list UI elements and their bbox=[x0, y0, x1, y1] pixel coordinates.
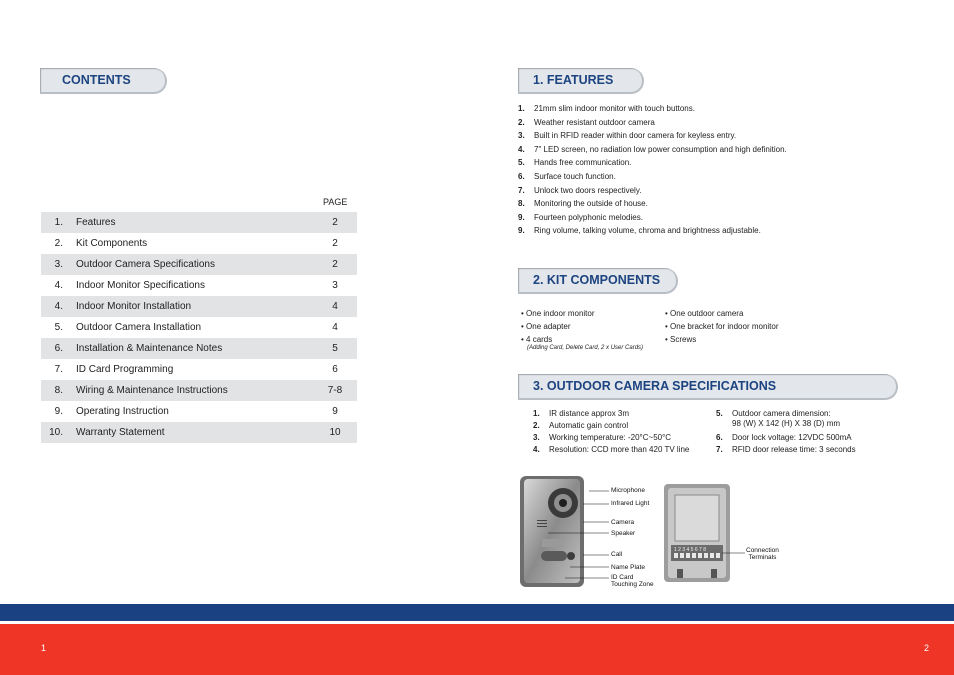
contents-number: 10. bbox=[41, 422, 76, 443]
kit-cards-note: (Adding Card, Delete Card, 2 x User Cards) bbox=[527, 345, 644, 351]
spec-item: 6. Door lock voltage: 12VDC 500mA bbox=[716, 433, 852, 442]
kit-item: • Screws bbox=[665, 335, 697, 344]
spec-item: 2. Automatic gain control bbox=[533, 421, 629, 430]
page-number-right: 2 bbox=[924, 643, 930, 653]
contents-page: 4 bbox=[313, 296, 357, 317]
contents-label: Warranty Statement bbox=[76, 422, 313, 443]
contents-label: Indoor Monitor Specifications bbox=[76, 280, 205, 291]
contents-number: 1. bbox=[41, 212, 76, 233]
contents-page: 2 bbox=[332, 238, 338, 249]
kit-title: 2. KIT COMPONENTS bbox=[533, 273, 661, 287]
contents-label: Outdoor Camera Specifications bbox=[76, 254, 313, 275]
spec-item: 5. Outdoor camera dimension: bbox=[716, 409, 831, 418]
feature-item: 7. Unlock two doors respectively. bbox=[518, 185, 642, 195]
callout-camera: Camera bbox=[611, 519, 635, 526]
callout-microphone: Microphone bbox=[611, 487, 645, 494]
contents-page: 5 bbox=[313, 338, 357, 359]
feature-item: 1. 21mm slim indoor monitor with touch buttons. bbox=[518, 104, 695, 113]
contents-label: Indoor Monitor Installation bbox=[76, 296, 313, 317]
feature-item: 9. Ring volume, talking volume, chroma and brightness adjustable. bbox=[518, 226, 761, 236]
footer-blue-band bbox=[0, 604, 954, 621]
contents-page: 3 bbox=[332, 280, 338, 291]
spec-item: 4. Resolution: CCD more than 420 TV line bbox=[533, 445, 690, 454]
callout-touching-zone: Touching Zone bbox=[611, 581, 654, 588]
contents-label: Outdoor Camera Installation bbox=[76, 322, 202, 333]
feature-item: 9. Fourteen polyphonic melodies. bbox=[518, 212, 643, 222]
callout-infrared-light: Infrared Light bbox=[611, 500, 650, 507]
contents-page: 7-8 bbox=[313, 380, 357, 401]
contents-number: 3. bbox=[41, 254, 76, 275]
spec-item: 3. Working temperature: -20°C~50°C bbox=[533, 433, 672, 442]
footer-red-band bbox=[0, 624, 954, 675]
feature-item: 5. Hands free communication. bbox=[518, 158, 632, 168]
contents-number: 2. bbox=[54, 238, 63, 249]
feature-item: 6. Surface touch function. bbox=[518, 171, 616, 181]
kit-item: • One outdoor camera bbox=[665, 309, 744, 318]
contents-number: 8. bbox=[41, 380, 76, 401]
contents-page: 4 bbox=[332, 322, 338, 333]
contents-number: 6. bbox=[41, 338, 76, 359]
contents-label: Installation & Maintenance Notes bbox=[76, 338, 313, 359]
callout-connection-terminals: Connection Terminals bbox=[746, 547, 779, 561]
contents-number: 5. bbox=[54, 322, 63, 333]
features-title: 1. FEATURES bbox=[533, 73, 614, 87]
contents-page: 6 bbox=[332, 364, 338, 375]
contents-title: CONTENTS bbox=[62, 73, 131, 87]
contents-label: ID Card Programming bbox=[76, 364, 174, 375]
contents-page: 10 bbox=[313, 422, 357, 443]
contents-number: 4. bbox=[41, 296, 76, 317]
kit-item: • 4 cards bbox=[521, 335, 553, 344]
contents-page: 2 bbox=[313, 254, 357, 275]
contents-number: 9. bbox=[54, 406, 63, 417]
callout-name-plate: Name Plate bbox=[611, 564, 645, 571]
feature-item: 4. 7" LED screen, no radiation low power consumption and high definition. bbox=[518, 144, 787, 154]
contents-label: Operating Instruction bbox=[76, 406, 169, 417]
page-column-header: PAGE bbox=[323, 197, 348, 207]
callout-id-card: ID Card bbox=[611, 574, 634, 581]
spec-item: 7. RFID door release time: 3 seconds bbox=[716, 445, 856, 454]
kit-item: • One indoor monitor bbox=[521, 309, 595, 318]
contents-page: 9 bbox=[332, 406, 338, 417]
callout-call: Call bbox=[611, 551, 623, 558]
spec-item: 1. IR distance approx 3m bbox=[533, 409, 630, 418]
callout-speaker: Speaker bbox=[611, 530, 636, 537]
kit-item: • One adapter bbox=[521, 322, 571, 331]
specs-title: 3. OUTDOOR CAMERA SPECIFICATIONS bbox=[533, 379, 777, 393]
kit-item: • One bracket for indoor monitor bbox=[665, 322, 779, 331]
feature-item: 3. Built in RFID reader within door camera for keyless entry. bbox=[518, 131, 737, 141]
contents-label: Features bbox=[76, 212, 313, 233]
spec-item-continued: 98 (W) X 142 (H) X 38 (D) mm bbox=[732, 419, 841, 428]
contents-number: 7. bbox=[54, 364, 63, 375]
page-number-left: 1 bbox=[41, 643, 47, 653]
contents-number: 4. bbox=[54, 280, 63, 291]
contents-label: Kit Components bbox=[76, 238, 148, 249]
feature-item: 8. Monitoring the outside of house. bbox=[518, 199, 648, 209]
terminal-digits: 1 2 3 4 5 6 7 8 bbox=[674, 547, 706, 553]
contents-page: 2 bbox=[313, 212, 357, 233]
contents-label: Wiring & Maintenance Instructions bbox=[76, 380, 313, 401]
feature-item: 2. Weather resistant outdoor camera bbox=[518, 117, 655, 127]
